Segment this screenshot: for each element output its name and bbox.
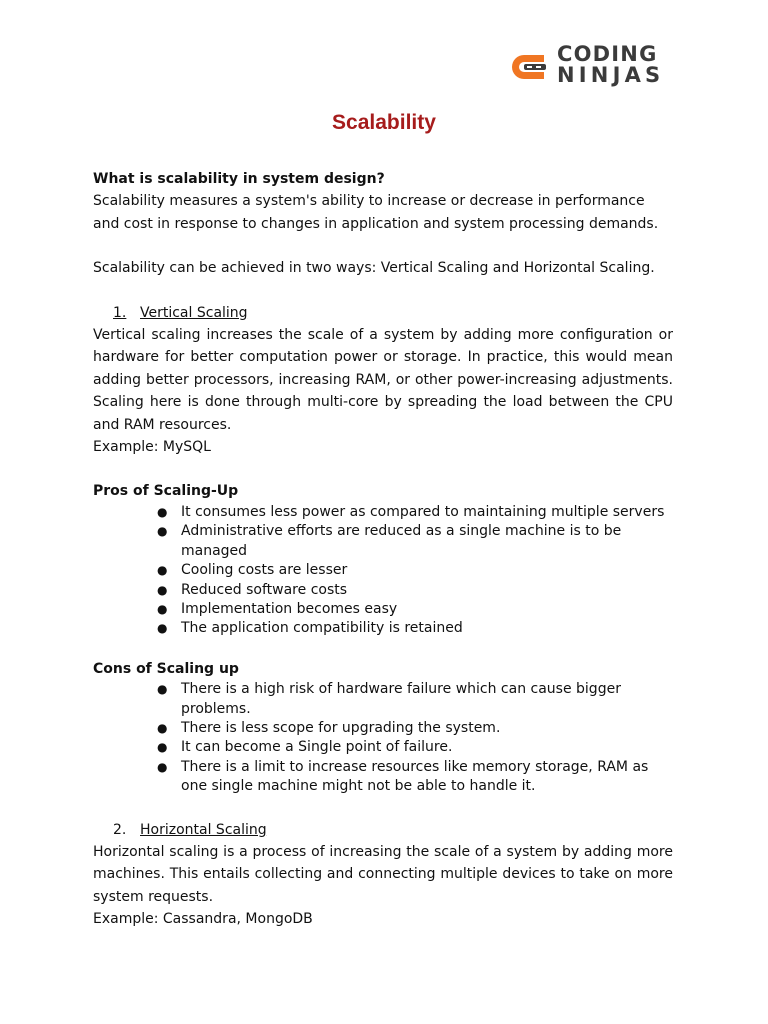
pros-list xyxy=(93,503,673,639)
pros-heading: Pros of Scaling-Up xyxy=(93,483,239,500)
coding-ninjas-logo xyxy=(510,44,690,90)
vertical-scaling-heading xyxy=(93,302,673,324)
vertical-heading-text: Vertical Scaling xyxy=(140,304,248,321)
horizontal-scaling-heading xyxy=(93,819,673,841)
logo-line-2: NINJAS xyxy=(557,63,665,87)
page-title: Scalability xyxy=(332,111,436,134)
pros-item: ● Reduced software costs xyxy=(93,581,673,600)
pros-item: ● Cooling costs are lesser xyxy=(93,561,673,580)
ninja-logo-icon xyxy=(510,47,550,87)
intro-definition: Scalability measures a system's ability to increase or decrease in performance and cost in response to changes in application and system processing demands. xyxy=(93,193,659,232)
cons-heading: Cons of Scaling up xyxy=(93,660,239,677)
cons-item: ● There is less scope for upgrading the system. xyxy=(93,719,673,738)
cons-list xyxy=(93,680,673,796)
pros-item: ● The application compatibility is retained xyxy=(93,619,673,638)
horizontal-description: Horizontal scaling is a process of increasing the scale of a system by adding more machines. This entails collecting and connecting multiple devices to take on more system requests. xyxy=(93,843,673,905)
cons-item: ● There is a high risk of hardware failure which can cause bigger problems. xyxy=(93,680,673,719)
pros-item: ● It consumes less power as compared to maintaining multiple servers xyxy=(93,503,673,522)
cons-item: ● It can become a Single point of failure. xyxy=(93,738,673,757)
pros-item: ● Administrative efforts are reduced as a single machine is to be managed xyxy=(93,522,673,561)
cons-item: ● There is a limit to increase resources like memory storage, RAM as one single machine might not be able to handle it. xyxy=(93,758,673,797)
logo-line-1: CODING xyxy=(557,42,658,66)
horizontal-example: Example: Cassandra, MongoDB xyxy=(93,911,313,928)
intro-question: What is scalability in system design? xyxy=(93,171,385,187)
vertical-number: 1. xyxy=(113,304,127,321)
pros-item: ● Implementation becomes easy xyxy=(93,600,673,619)
horizontal-heading-text: Horizontal Scaling xyxy=(140,821,267,838)
vertical-description: Vertical scaling increases the scale of a system by adding more configuration or hardware for better computation power or storage. In practice, this would mean adding better processors, increasing RAM, or other power-increasing adjustments. Scaling here is done through multi-core by spreading the load between the CPU and RAM resources. xyxy=(93,327,673,433)
logo-wordmark xyxy=(557,44,664,86)
document-body xyxy=(93,168,673,931)
intro-ways: Scalability can be achieved in two ways: Vertical Scaling and Horizontal Scaling. xyxy=(93,260,655,277)
vertical-example: Example: MySQL xyxy=(93,439,211,456)
horizontal-number: 2. xyxy=(113,821,127,838)
